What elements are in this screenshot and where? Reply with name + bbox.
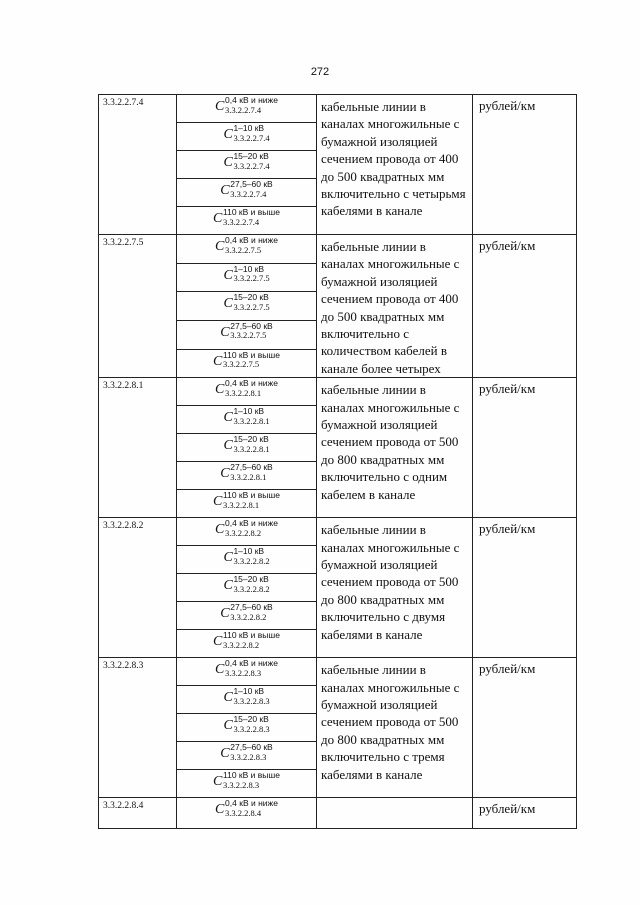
row-code: 3.3.2.2.7.5 (99, 235, 177, 378)
row-unit: рублей/км (473, 95, 577, 235)
voltage-level-superscript: 110 кВ и выше (223, 349, 280, 360)
rate-symbol-cell (177, 349, 317, 378)
voltage-level-superscript: 15–20 кВ (233, 434, 269, 445)
rate-symbol-letter: C (223, 410, 233, 426)
rate-code-subscript: 3.3.2.2.8.2 (233, 583, 270, 594)
table-row (99, 95, 577, 123)
voltage-level-superscript: 1–10 кВ (233, 263, 265, 274)
rate-symbol-cell (177, 151, 317, 179)
rate-code-subscript: 3.3.2.2.7.4 (230, 188, 267, 199)
rate-symbol-cell (177, 546, 317, 574)
rate-formula (215, 799, 278, 817)
rate-symbol-cell (177, 179, 317, 207)
rate-symbol-cell (177, 714, 317, 742)
voltage-level-superscript: 0,4 кВ и ниже (225, 235, 278, 245)
rate-code-subscript: 3.3.2.2.8.3 (233, 695, 270, 706)
voltage-level-superscript: 15–20 кВ (233, 151, 269, 161)
rate-symbol-cell (177, 263, 317, 292)
rate-symbol-letter: C (223, 718, 233, 734)
voltage-level-superscript: 1–10 кВ (233, 546, 265, 557)
rate-symbol-letter: C (220, 746, 230, 762)
rate-code-subscript: 3.3.2.2.7.5 (225, 244, 262, 255)
rate-code-subscript: 3.3.2.2.7.4 (233, 132, 270, 143)
voltage-level-superscript: 27,5–60 кВ (230, 742, 273, 753)
voltage-level-superscript: 15–20 кВ (233, 574, 269, 585)
rate-symbol-letter: C (213, 211, 223, 226)
rate-formula (213, 351, 280, 369)
voltage-level-superscript: 110 кВ и выше (223, 630, 280, 641)
rate-symbol-cell (177, 123, 317, 151)
rate-formula (223, 124, 269, 142)
row-code: 3.3.2.2.7.4 (99, 95, 177, 235)
rate-symbol-cell (177, 406, 317, 434)
voltage-level-superscript: 0,4 кВ и ниже (225, 798, 278, 809)
rate-formula (220, 180, 272, 198)
rate-symbol-letter: C (213, 634, 223, 650)
voltage-level-superscript: 0,4 кВ и ниже (225, 518, 278, 529)
rate-symbol-letter: C (223, 296, 233, 312)
rate-symbol-cell (177, 490, 317, 518)
rate-formula (215, 379, 278, 397)
tariff-table-body (99, 95, 577, 829)
rate-code-subscript: 3.3.2.2.8.2 (230, 611, 267, 622)
rate-symbol-cell (177, 602, 317, 630)
rate-formula (223, 265, 269, 283)
rate-symbol-cell (177, 630, 317, 658)
rate-formula (220, 743, 272, 761)
table-row (99, 378, 577, 406)
row-description: кабельные линии в каналах многожильные с бумажной изоляцией сечением провода от 500 до 800 квадратных мм включительно с одним кабелем в канале (317, 378, 473, 518)
voltage-level-superscript: 110 кВ и выше (223, 207, 280, 217)
rate-symbol-letter: C (220, 466, 230, 482)
rate-formula (223, 293, 269, 311)
voltage-level-superscript: 1–10 кВ (233, 123, 265, 133)
rate-code-subscript: 3.3.2.2.7.5 (223, 359, 260, 370)
rate-code-subscript: 3.3.2.2.8.2 (233, 555, 270, 566)
rate-formula (220, 463, 272, 481)
rate-code-subscript: 3.3.2.2.8.2 (225, 527, 262, 538)
rate-code-subscript: 3.3.2.2.8.3 (230, 751, 267, 762)
voltage-level-superscript: 110 кВ и выше (223, 770, 280, 781)
rate-symbol-cell (177, 658, 317, 686)
rate-symbol-letter: C (223, 550, 233, 566)
row-code: 3.3.2.2.8.2 (99, 518, 177, 658)
rate-symbol-letter: C (213, 353, 223, 369)
rate-symbol-letter: C (223, 127, 233, 142)
rate-code-subscript: 3.3.2.2.7.4 (233, 160, 270, 171)
rate-formula (223, 575, 269, 593)
rate-symbol-letter: C (220, 324, 230, 340)
rate-symbol-cell (177, 574, 317, 602)
row-description: кабельные линии в каналах многожильные с бумажной изоляцией сечением провода от 400 до 500 квадратных мм включительно с количеством кабелей в канале более четырех (317, 235, 473, 378)
row-unit: рублей/км (473, 658, 577, 798)
rate-formula (223, 715, 269, 733)
rate-formula (213, 771, 280, 789)
rate-symbol-letter: C (223, 690, 233, 706)
rate-symbol-letter: C (215, 239, 225, 254)
voltage-level-superscript: 27,5–60 кВ (230, 602, 273, 613)
voltage-level-superscript: 0,4 кВ и ниже (225, 378, 278, 389)
rate-symbol-cell (177, 742, 317, 770)
rate-symbol-letter: C (223, 438, 233, 454)
rate-code-subscript: 3.3.2.2.7.4 (223, 216, 260, 227)
rate-formula (213, 208, 280, 226)
rate-formula (213, 491, 280, 509)
rate-code-subscript: 3.3.2.2.8.1 (233, 443, 270, 454)
voltage-level-superscript: 1–10 кВ (233, 406, 265, 417)
row-description: кабельные линии в каналах многожильные с бумажной изоляцией сечением провода от 500 до 800 квадратных мм включительно с двумя кабелями в канале (317, 518, 473, 658)
row-description: кабельные линии в каналах многожильные с бумажной изоляцией сечением провода от 400 до 500 квадратных мм включительно с четырьмя кабелями в канале (317, 95, 473, 235)
rate-formula (215, 659, 278, 677)
rate-symbol-cell (177, 434, 317, 462)
row-code: 3.3.2.2.8.4 (99, 798, 177, 829)
rate-symbol-letter: C (223, 578, 233, 594)
page-number: 272 (310, 66, 330, 78)
tariff-table (98, 94, 577, 829)
rate-formula (215, 96, 278, 114)
rate-formula (223, 407, 269, 425)
rate-symbol-cell (177, 95, 317, 123)
rate-code-subscript: 3.3.2.2.8.3 (223, 779, 260, 790)
rate-symbol-cell (177, 798, 317, 829)
rate-formula (223, 687, 269, 705)
rate-symbol-cell (177, 235, 317, 264)
rate-symbol-letter: C (215, 522, 225, 538)
rate-formula (215, 236, 278, 254)
row-unit: рублей/км (473, 798, 577, 829)
rate-symbol-letter: C (215, 99, 225, 114)
rate-symbol-cell (177, 686, 317, 714)
rate-symbol-letter: C (223, 155, 233, 170)
voltage-level-superscript: 15–20 кВ (233, 714, 269, 725)
rate-formula (215, 519, 278, 537)
rate-code-subscript: 3.3.2.2.7.5 (233, 301, 270, 312)
table-row (99, 235, 577, 264)
rate-formula (223, 152, 269, 170)
rate-symbol-cell (177, 518, 317, 546)
row-unit: рублей/км (473, 518, 577, 658)
rate-symbol-letter: C (215, 802, 225, 818)
rate-formula (220, 603, 272, 621)
row-description: кабельные линии в каналах многожильные с бумажной изоляцией сечением провода от 500 до 800 квадратных мм включительно с тремя кабелями в канале (317, 658, 473, 798)
voltage-level-superscript: 27,5–60 кВ (230, 179, 273, 189)
rate-symbol-cell (177, 378, 317, 406)
table-row (99, 658, 577, 686)
row-unit: рублей/км (473, 235, 577, 378)
rate-symbol-letter: C (215, 662, 225, 678)
rate-code-subscript: 3.3.2.2.8.4 (225, 807, 262, 818)
rate-code-subscript: 3.3.2.2.8.1 (233, 415, 270, 426)
table-row (99, 798, 577, 829)
rate-code-subscript: 3.3.2.2.7.5 (233, 273, 270, 284)
rate-symbol-letter: C (220, 606, 230, 622)
rate-symbol-letter: C (213, 774, 223, 790)
voltage-level-superscript: 27,5–60 кВ (230, 320, 273, 331)
rate-symbol-cell (177, 207, 317, 235)
rate-symbol-letter: C (213, 494, 223, 510)
row-description (317, 798, 473, 829)
rate-symbol-cell (177, 320, 317, 349)
rate-code-subscript: 3.3.2.2.8.3 (233, 723, 270, 734)
rate-code-subscript: 3.3.2.2.8.3 (225, 667, 262, 678)
voltage-level-superscript: 15–20 кВ (233, 292, 269, 303)
voltage-level-superscript: 0,4 кВ и ниже (225, 95, 278, 105)
voltage-level-superscript: 27,5–60 кВ (230, 462, 273, 473)
rate-formula (223, 547, 269, 565)
rate-formula (213, 631, 280, 649)
voltage-level-superscript: 1–10 кВ (233, 686, 265, 697)
rate-code-subscript: 3.3.2.2.8.1 (230, 471, 267, 482)
rate-symbol-letter: C (223, 267, 233, 283)
rate-code-subscript: 3.3.2.2.8.2 (223, 639, 260, 650)
rate-code-subscript: 3.3.2.2.7.4 (225, 104, 262, 115)
voltage-level-superscript: 0,4 кВ и ниже (225, 658, 278, 669)
rate-code-subscript: 3.3.2.2.8.1 (223, 499, 260, 510)
rate-symbol-cell (177, 292, 317, 321)
row-unit: рублей/км (473, 378, 577, 518)
rate-symbol-cell (177, 770, 317, 798)
rate-symbol-cell (177, 462, 317, 490)
row-code: 3.3.2.2.8.1 (99, 378, 177, 518)
rate-formula (223, 435, 269, 453)
rate-symbol-letter: C (215, 382, 225, 398)
rate-code-subscript: 3.3.2.2.7.5 (230, 330, 267, 341)
table-row (99, 518, 577, 546)
rate-symbol-letter: C (220, 183, 230, 198)
rate-code-subscript: 3.3.2.2.8.1 (225, 387, 262, 398)
rate-formula (220, 322, 272, 340)
row-code: 3.3.2.2.8.3 (99, 658, 177, 798)
voltage-level-superscript: 110 кВ и выше (223, 490, 280, 501)
